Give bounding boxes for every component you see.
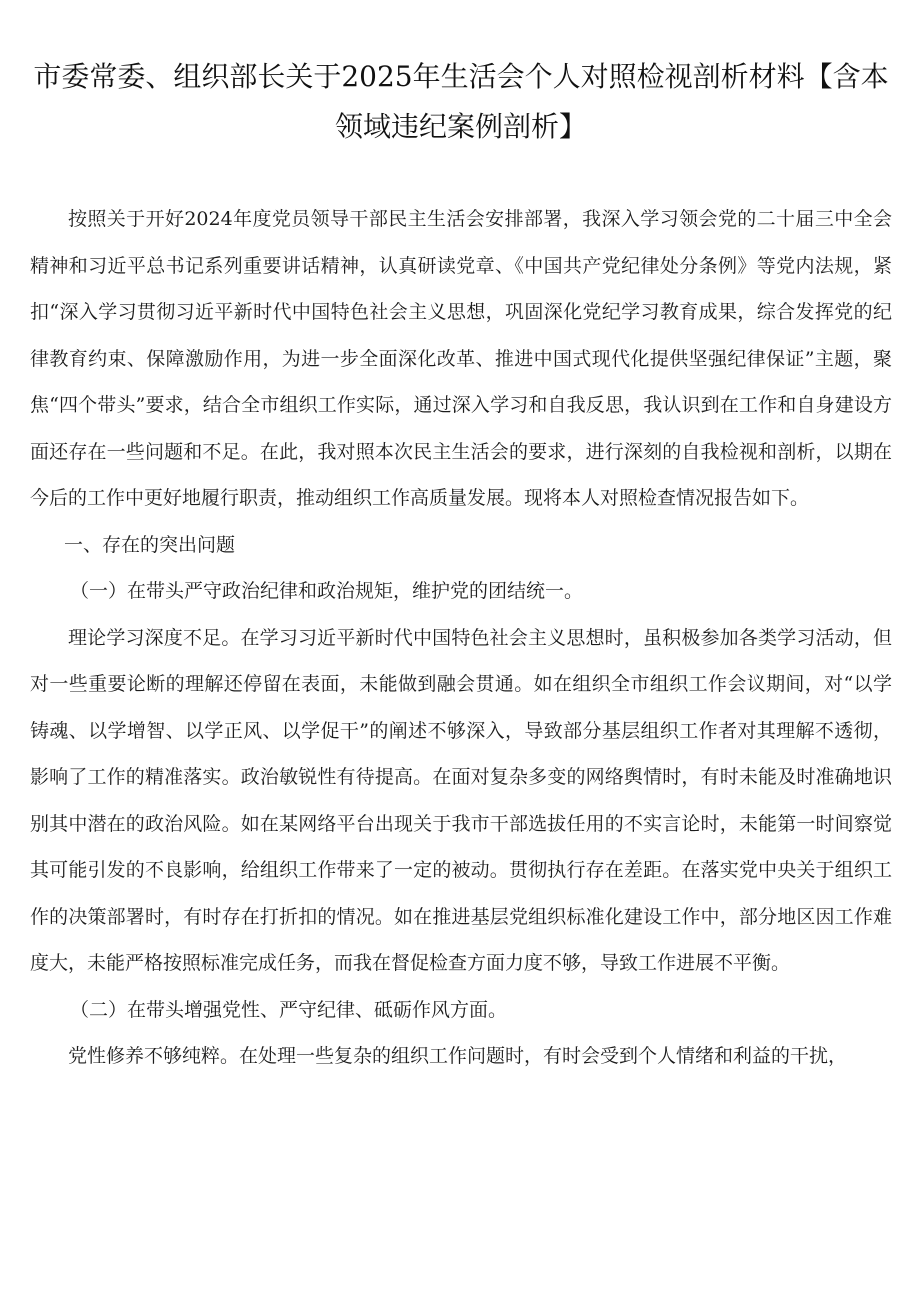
subsection-paragraph-political-discipline: 理论学习深度不足。在学习习近平新时代中国特色社会主义思想时，虽积极参加各类学习活动，但对一些重要论断的理解还停留在表面，未能做到融会贯通。如在组织全市组织工作会议期间，对“以学铸魂、以学增智、以学正风、以学促干”的阐述不够深入，导致部分基层组织工作者对其理解不透彻，影响了工作的精准落实。政治敏锐性有待提高。在面对复杂多变的网络舆情时，有时未能及时准确地识别其中潜在的政治风险。如在某网络平台出现关于我市干部选拔任用的不实言论时，未能第一时间察觉其可能引发的不良影响，给组织工作带来了一定的被动。贯彻执行存在差距。在落实党中央关于组织工作的决策部署时，有时存在打折扣的情况。如在推进基层党组织标准化建设工作中，部分地区因工作难度大，未能严格按照标准完成任务，而我在督促检查方面力度不够，导致工作进展不平衡。	[30, 626, 892, 974]
subsection-paragraph-party-spirit: 党性修养不够纯粹。在处理一些复杂的组织工作问题时，有时会受到个人情绪和利益的干扰，	[68, 1045, 848, 1067]
subsection-heading-party-spirit: （二）在带头增强党性、严守纪律、砥砺作风方面。	[70, 998, 508, 1021]
document-title: 市委常委、组织部长关于2025年生活会个人对照检视剖析材料【含本领域违纪案例剖析】	[33, 60, 889, 143]
section-heading-problems: 一、存在的突出问题	[64, 533, 236, 556]
intro-paragraph: 按照关于开好2024年度党员领导干部民主生活会安排部署，我深入学习领会党的二十届三中全会精神和习近平总书记系列重要讲话精神，认真研读党章、《中国共产党纪律处分条例》等党内法规，紧扣“深入学习贯彻习近平新时代中国特色社会主义思想，巩固深化党纪学习教育成果，综合发挥党的纪律教育约束、保障激励作用，为进一步全面深化改革、推进中国式现代化提供坚强纪律保证”主题，聚焦“四个带头”要求，结合全市组织工作实际，通过深入学习和自我反思，我认识到在工作和自身建设方面还存在一些问题和不足。在此，我对照本次民主生活会的要求，进行深刻的自我检视和剖析，以期在今后的工作中更好地履行职责，推动组织工作高质量发展。现将本人对照检查情况报告如下。	[30, 208, 892, 509]
subsection-heading-political-discipline: （一）在带头严守政治纪律和政治规矩，维护党的团结统一。	[70, 580, 584, 602]
document-body	[30, 196, 892, 1080]
